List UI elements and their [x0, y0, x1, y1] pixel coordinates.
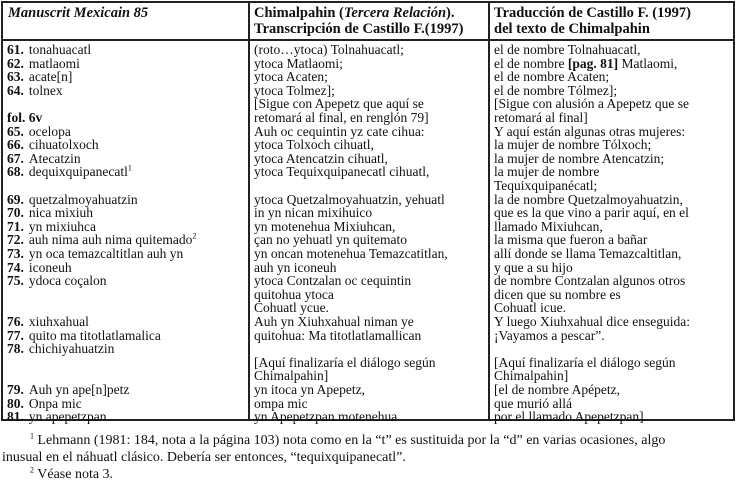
- translation-text: allí donde se llama Temazcaltitlan,: [494, 246, 682, 261]
- transcription-text: ompa mic: [254, 395, 308, 411]
- header-manuscrit: [8, 5, 148, 21]
- transcription-text: ytoca Contzalan oc cequintin: [254, 273, 412, 289]
- footnote-2-mark: 2: [30, 465, 34, 475]
- translation-text: que es la que vino a parir aquí, en el: [494, 205, 689, 221]
- header-traduccion-line2: del texto de Chimalpahin: [494, 21, 650, 37]
- transcription-table: [1, 1, 735, 425]
- transcription-text: (roto…ytoca) Tolnahuacatl;: [254, 42, 404, 57]
- header-tercera-relacion: Tercera Relación: [343, 5, 447, 21]
- transcription-text: yn Apepetzpan motenehua: [254, 409, 398, 425]
- manuscript-text: cihuatolxoch: [28, 137, 99, 153]
- transcription-text: ytoca Atencatzin cihuatl,: [254, 150, 388, 166]
- page-reference: [pag. 81]: [567, 55, 619, 71]
- translation-text: Cohuatl icue.: [494, 300, 566, 316]
- translation-text: la mujer de nombre Tólxoch;: [494, 137, 652, 153]
- translation-text: dicen que su nombre es: [494, 286, 621, 302]
- line-number: 81.: [7, 409, 24, 425]
- line-number: 66.: [7, 137, 24, 153]
- translation-text: [el de nombre Apépetz,: [494, 382, 620, 397]
- manuscript-text: xiuhxahual: [28, 314, 89, 329]
- manuscript-text: matlaomi: [28, 55, 80, 71]
- transcription-text: yn itoca yn Apepetz,: [254, 382, 365, 397]
- line-number: 72.: [7, 232, 24, 248]
- footnote-1-line2: inusual en el náhuatl clásico. Debería ser entonces, “tequixquipanecatl”.: [2, 450, 406, 465]
- transcription-text: ytoca Acaten;: [254, 69, 328, 85]
- table-border-left: [1, 1, 3, 421]
- translation-text: por el llamado Apepetzpan].: [494, 409, 647, 425]
- header-transcripcion-line2: Transcripción de Castillo F.(1997): [254, 21, 464, 37]
- translation-text: ¡Vayamos a pescar”.: [494, 327, 605, 343]
- translation-text: el de nombre Tolnahuacatl,: [494, 42, 641, 57]
- line-number: 69.: [7, 191, 24, 207]
- footnote-1-line1: Lehmann (1981: 184, nota a la página 103) nota como en la “t” es sustituida por la “d” en varias ocasiones, algo: [34, 433, 666, 448]
- manuscript-text: auh nima auh nima quitemado: [28, 232, 193, 248]
- transcription-text: ytoca Tequixquipanecatl cihuatl,: [254, 164, 430, 180]
- manuscript-text: ydoca coçalon: [28, 273, 107, 289]
- translation-text: retomará al final]: [494, 110, 588, 125]
- manuscript-text: chichiyahuatzin: [28, 341, 115, 357]
- transcription-text: quitohua: Ma titotlatlamallican: [254, 327, 422, 343]
- line-number: 71.: [7, 218, 24, 234]
- translation-text: [Sigue con alusión a Apepetz que se: [494, 96, 689, 112]
- transcription-text: Cohuatl ycue.: [254, 300, 329, 316]
- line-number: 61.: [7, 42, 24, 57]
- table-border-top: [1, 1, 735, 3]
- manuscript-text: iconeuh: [28, 259, 72, 275]
- transcription-text: in yn nican mixihuico: [254, 205, 373, 221]
- translation-text: Y aquí están algunas otras mujeres:: [494, 123, 686, 139]
- transcription-text: retomará al final, en renglón 79]: [254, 110, 429, 125]
- line-number: 78.: [7, 341, 24, 357]
- transcription-text: auh yn iconeuh: [254, 259, 337, 275]
- column-divider-1: [248, 1, 250, 421]
- manuscript-text: Auh yn ape[n]petz: [28, 382, 130, 397]
- manuscript-text: tonahuacatl: [28, 42, 92, 57]
- translation-text: Tequixquipanécatl;: [494, 178, 598, 193]
- footnote-ref: 2: [192, 231, 197, 241]
- transcription-text: ytoca Tolxoch cihuatl,: [254, 137, 374, 153]
- header-transcripcion: [254, 5, 463, 37]
- line-number: 64.: [7, 82, 24, 98]
- translation-text: la mujer de nombre Atencatzin;: [494, 150, 665, 166]
- translation-text: y que a su hijo: [494, 259, 573, 275]
- manuscript-text: yn apepetzpan: [28, 409, 107, 425]
- manuscript-text: Atecatzin: [28, 150, 81, 166]
- line-number: 73.: [7, 246, 24, 261]
- header-transcripcion-line1: [254, 5, 463, 21]
- transcription-text: Chimalpahin]: [254, 368, 329, 384]
- transcription-text: yn oncan motenehua Temazcatitlan,: [254, 246, 448, 261]
- manuscript-text: tolnex: [28, 82, 63, 98]
- manuscript-text: yn mixiuhca: [28, 218, 96, 234]
- transcription-text: çan no yehuatl yn quitemato: [254, 232, 407, 248]
- transcription-text: Auh yn Xiuhxahual niman ye: [254, 314, 414, 329]
- line-number: 65.: [7, 123, 24, 139]
- manuscript-text: yn oca temazcaltitlan auh yn: [28, 246, 184, 261]
- line-number: 79.: [7, 382, 24, 397]
- translation-text: Chimalpahin]: [494, 368, 569, 384]
- translation-text-part: el de nombre: [494, 55, 568, 71]
- translation-text: de nombre Contzalan algunos otros: [494, 273, 686, 289]
- footnote-1-mark: 1: [30, 431, 34, 441]
- transcription-text: ytoca Quetzalmoyahuatzin, yehuatl: [254, 191, 445, 207]
- translation-text: que murió allá: [494, 395, 572, 411]
- translation-text: la mujer de nombre: [494, 164, 600, 180]
- line-number: 63.: [7, 69, 24, 85]
- line-number: 77.: [7, 327, 24, 343]
- table-border-header: [1, 39, 735, 41]
- line-number: 76.: [7, 314, 24, 329]
- line-number: 62.: [7, 55, 24, 71]
- line-number: 67.: [7, 150, 24, 166]
- transcription-text: Auh oc cequintin yz cate cihua:: [254, 123, 425, 139]
- manuscript-text: acate[n]: [28, 69, 73, 85]
- manuscript-text: quito ma titotlatlamalica: [28, 327, 161, 343]
- footnote-2-text: Véase nota 3.: [34, 467, 114, 482]
- transcription-text: ytoca Matlaomi;: [254, 55, 343, 71]
- line-number: 80.: [7, 395, 24, 411]
- manuscript-text: Onpa mic: [28, 395, 82, 411]
- translation-text: Y luego Xiuhxahual dice enseguida:: [494, 314, 690, 329]
- transcription-text: ytoca Tolmez];: [254, 82, 335, 98]
- manuscript-text: ocelopa: [28, 123, 71, 139]
- translation-text-part: Matlaomi,: [618, 55, 678, 71]
- header-chimalpahin: Chimalpahin (: [254, 5, 344, 21]
- transcription-text: yn motenehua Mixiuhcan,: [254, 218, 396, 234]
- line-number: fol. 6v: [7, 110, 43, 125]
- translation-text: la misma que fueron a bañar: [494, 232, 648, 248]
- translation-text: el de nombre Acaten;: [494, 69, 610, 85]
- manuscript-text: dequixquipanecatl: [28, 164, 128, 180]
- translation-text: el de nombre Tólmez];: [494, 82, 618, 98]
- line-number: 75.: [7, 273, 24, 289]
- line-number: 68.: [7, 164, 24, 180]
- manuscript-text: quetzalmoyahuatzin: [28, 191, 138, 207]
- footnote-1: [0, 432, 737, 449]
- line-number: 70.: [7, 205, 24, 221]
- footnotes: [0, 432, 737, 483]
- transcription-text: quitohua ytoca: [254, 286, 334, 302]
- manuscript-text: nica mixiuh: [28, 205, 93, 221]
- transcription-text: [Aquí finalizaría el diálogo según: [254, 354, 436, 370]
- footnote-ref: 1: [127, 163, 132, 173]
- header-traduccion: [494, 5, 691, 37]
- header-manuscrit-text: Manuscrit Mexicain 85: [8, 5, 149, 21]
- table-row-col1: [7, 409, 247, 424]
- header-traduccion-line1: Traducción de Castillo F. (1997): [494, 5, 691, 21]
- footnote-2: [0, 466, 737, 483]
- header-paren-close: ).: [446, 5, 455, 21]
- transcription-text: [Sigue con Apepetz que aquí se: [254, 96, 424, 112]
- column-divider-2: [488, 1, 490, 421]
- line-number: 74.: [7, 259, 24, 275]
- translation-text: llamado Mixiuhcan,: [494, 218, 603, 234]
- translation-text: [Aquí finalizaría el diálogo según: [494, 354, 676, 370]
- translation-text: la de nombre Quetzalmoyahuatzin,: [494, 191, 683, 207]
